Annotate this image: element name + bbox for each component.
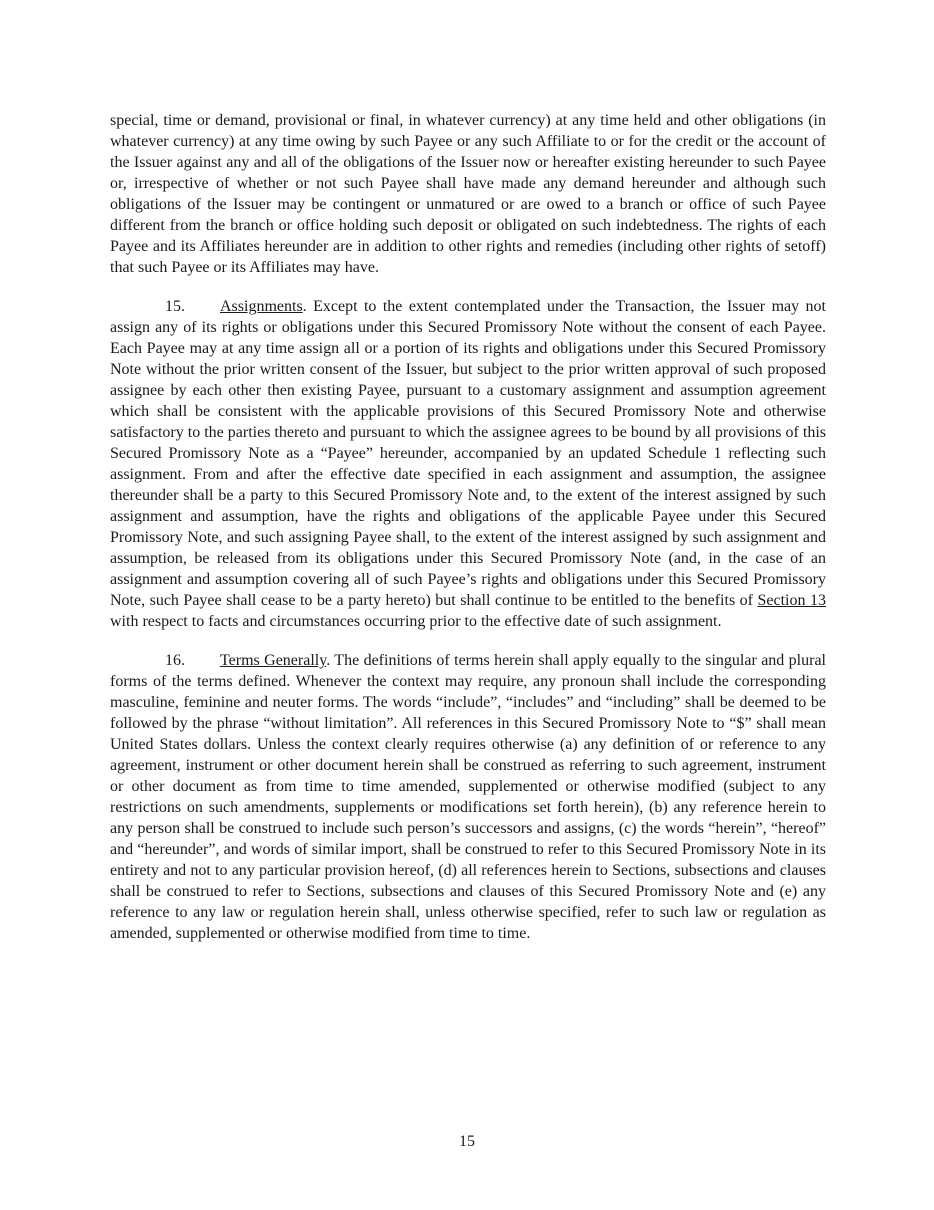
section-15-number: 15. — [165, 298, 185, 315]
section-16-paragraph — [110, 650, 826, 944]
section-16-body: . The definitions of terms herein shall apply equally to the singular and plural forms of the terms defined. Whenever the context may require, any pronoun shall include the corresponding masculine, feminine and neuter forms. The words “include”, “includes” and “including” shall be deemed to be followed by the phrase “without limitation”. All references in this Secured Promissory Note to “$” shall mean United States dollars. Unless the context clearly requires otherwise (a) any definition of or reference to any agreement, instrument or other document herein shall be construed as referring to such agreement, instrument or other document as from time to time amended, supplemented or otherwise modified (subject to any restrictions on such amendments, supplements or modifications set forth herein), (b) any reference herein to any person shall be construed to include such person’s successors and assigns, (c) the words “herein”, “hereof” and “hereunder”, and words of similar import, shall be construed to refer to this Secured Promissory Note in its entirety and not to any particular provision hereof, (d) all references herein to Sections, subsections and clauses shall be construed to refer to Sections, subsections and clauses of this Secured Promissory Note and (e) any reference to any law or regulation herein shall, unless otherwise specified, refer to such law or regulation as amended, supplemented or otherwise modified from time to time. — [110, 652, 827, 942]
section-16-heading: Terms Generally — [220, 652, 327, 669]
section-16-number: 16. — [165, 652, 185, 669]
section-15-heading: Assignments — [220, 298, 303, 315]
section-15-paragraph — [110, 296, 826, 632]
section-15-body-end: with respect to facts and circumstances occurring prior to the effective date of such assignment. — [110, 613, 722, 630]
document-page — [110, 110, 826, 962]
page-number: 15 — [459, 1133, 475, 1150]
continuation-paragraph: special, time or demand, provisional or final, in whatever currency) at any time held and other obligations (in whatever currency) at any time owing by such Payee or any such Affiliate to or for the credit or the account of the Issuer against any and all of the obligations of the Issuer now or hereafter existing hereunder to such Payee or, irrespective of whether or not such Payee shall have made any demand hereunder and although such obligations of the Issuer may be contingent or unmatured or are owed to a branch or office of such Payee different from the branch or office holding such deposit or obligated on such indebtedness. The rights of each Payee and its Affiliates hereunder are in addition to other rights and remedies (including other rights of setoff) that such Payee or its Affiliates may have. — [110, 112, 826, 276]
section-13-reference: Section 13 — [757, 592, 826, 609]
section-15-body-start: . Except to the extent contemplated under the Transaction, the Issuer may not assign any of its rights or obligations under this Secured Promissory Note without the consent of each Payee. Each Payee may at any time assign all or a portion of its rights and obligations under this Secured Promissory Note without the prior written consent of the Issuer, but subject to the prior written approval of such proposed assignee by each other then existing Payee, pursuant to a customary assignment and assumption agreement which shall be consistent with the applicable provisions of this Secured Promissory Note and otherwise satisfactory to the parties thereto and pursuant to which the assignee agrees to be bound by all provisions of this Secured Promissory Note as a “Payee” hereunder, accompanied by an updated Schedule 1 reflecting such assignment. From and after the effective date specified in each assignment and assumption, the assignee thereunder shall be a party to this Secured Promissory Note and, to the extent of the interest assigned by such assignment and assumption, have the rights and obligations of the applicable Payee under this Secured Promissory Note, and such assigning Payee shall, to the extent of the interest assigned by such assignment and assumption, be released from its obligations under this Secured Promissory Note (and, in the case of an assignment and assumption covering all of such Payee’s rights and obligations under this Secured Promissory Note, such Payee shall cease to be a party hereto) but shall continue to be entitled to the benefits of — [110, 298, 826, 609]
